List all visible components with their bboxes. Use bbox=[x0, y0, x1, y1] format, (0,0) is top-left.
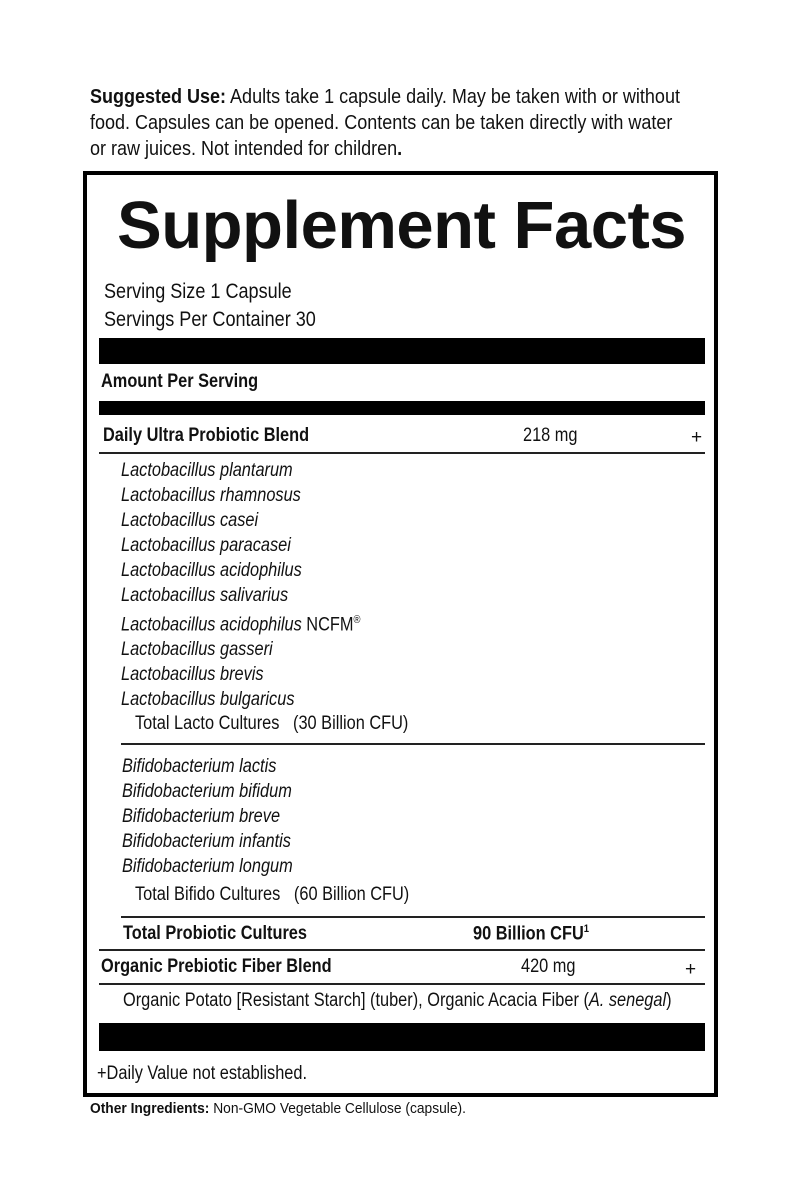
total-probiotic-amount bbox=[473, 923, 608, 945]
bifido-total bbox=[135, 884, 454, 906]
suggested-use-line-2: food. Capsules can be opened. Contents can be taken directly with water bbox=[90, 112, 673, 134]
strain-item bbox=[121, 533, 399, 558]
serving-size bbox=[104, 278, 322, 306]
prebiotic-blend-name-text: Organic Prebiotic Fiber Blend bbox=[101, 956, 332, 977]
probiotic-blend-name-text: Daily Ultra Probiotic Blend bbox=[103, 425, 310, 446]
servings-per-container-text: Servings Per Container 30 bbox=[104, 308, 316, 331]
thick-divider-top bbox=[99, 338, 705, 364]
divider-total-probiotic bbox=[99, 949, 705, 951]
strain-name: Bifidobacterium longum bbox=[122, 856, 293, 877]
suggested-use-line-3 bbox=[90, 136, 666, 162]
strain-item bbox=[122, 779, 321, 804]
probiotic-blend-dv: + bbox=[691, 427, 703, 448]
daily-value-footnote-text bbox=[97, 1063, 307, 1085]
strain-name: Lactobacillus salivarius bbox=[121, 585, 289, 606]
daily-value-footnote bbox=[97, 1063, 341, 1085]
total-probiotic-amount-value: 90 Billion CFU bbox=[473, 923, 584, 945]
total-probiotic-name bbox=[123, 923, 337, 945]
strain-name: Lactobacillus bulgaricus bbox=[121, 689, 295, 711]
strain-item bbox=[121, 483, 399, 508]
servings-per-container bbox=[104, 306, 350, 334]
strain-name: Lactobacillus gasseri bbox=[121, 639, 273, 661]
suggested-use-line-1 bbox=[90, 84, 680, 110]
strain-item bbox=[121, 662, 399, 687]
prebiotic-blend-amount-text: 420 mg bbox=[521, 956, 576, 977]
divider-probiotic bbox=[99, 452, 705, 454]
strain-name: Lactobacillus paracasei bbox=[121, 535, 291, 556]
prebiotic-ingredients bbox=[123, 990, 761, 1012]
strain-name: Lactobacillus plantarum bbox=[121, 460, 293, 481]
other-ingredients-text bbox=[90, 1101, 466, 1117]
serving-size-text: Serving Size 1 Capsule bbox=[104, 280, 292, 303]
bifido-total-text: Total Bifido Cultures (60 Billion CFU) bbox=[135, 884, 410, 905]
strain-name: Lactobacillus brevis bbox=[121, 664, 264, 686]
thick-divider-mid bbox=[99, 401, 705, 415]
prebiotic-ingredients-italic: A. senegal bbox=[588, 990, 667, 1011]
amount-per-serving bbox=[101, 371, 284, 393]
other-ingredients-label: Other Ingredients: bbox=[90, 1101, 210, 1117]
strain-name: Lactobacillus acidophilus bbox=[121, 614, 302, 636]
strain-name: Bifidobacterium infantis bbox=[122, 831, 291, 852]
footnote-symbol: + bbox=[97, 1063, 107, 1084]
total-probiotic-amount-text bbox=[473, 923, 589, 945]
lacto-strain-list bbox=[121, 458, 399, 712]
strain-name: Lactobacillus casei bbox=[121, 510, 259, 531]
suggested-use bbox=[90, 84, 730, 162]
probiotic-blend-name bbox=[103, 425, 343, 447]
prebiotic-blend-amount bbox=[521, 956, 584, 978]
total-probiotic-name-text: Total Probiotic Cultures bbox=[123, 923, 307, 944]
bifido-strain-list bbox=[122, 754, 321, 879]
ncfm-suffix: NCFM bbox=[301, 614, 354, 636]
lacto-total bbox=[135, 713, 453, 735]
registered-mark: ® bbox=[353, 614, 361, 626]
suggested-use-label: Suggested Use: bbox=[90, 86, 227, 108]
divider-prebiotic bbox=[99, 983, 705, 985]
footnote-marker: 1 bbox=[583, 923, 590, 935]
strain-item bbox=[122, 854, 321, 879]
suggested-use-text-1: Adults take 1 capsule daily. May be taken with or without bbox=[226, 86, 680, 108]
lacto-total-text: Total Lacto Cultures (30 Billion CFU) bbox=[135, 713, 409, 734]
probiotic-blend-amount-text: 218 mg bbox=[523, 425, 578, 446]
supplement-facts-panel bbox=[83, 171, 718, 1097]
strain-name: Lactobacillus acidophilus bbox=[121, 560, 302, 581]
suggested-use-text-3: or raw juices. Not intended for children bbox=[90, 138, 398, 160]
other-ingredients bbox=[90, 1101, 486, 1117]
strain-item bbox=[122, 829, 321, 854]
strain-item bbox=[121, 583, 399, 608]
other-ingredients-value: Non-GMO Vegetable Cellulose (capsule). bbox=[209, 1101, 466, 1117]
prebiotic-blend-name bbox=[101, 956, 369, 978]
prebiotic-ingredients-suffix: ) bbox=[666, 990, 672, 1011]
strain-name: Lactobacillus rhamnosus bbox=[121, 485, 301, 506]
divider-lacto bbox=[121, 743, 705, 745]
strain-item bbox=[121, 637, 399, 662]
strain-item bbox=[121, 558, 399, 583]
strain-item bbox=[121, 687, 399, 712]
prebiotic-blend-dv: + bbox=[685, 959, 697, 980]
prebiotic-ingredients-text bbox=[123, 990, 672, 1012]
divider-bifido bbox=[121, 916, 705, 918]
strain-name: Bifidobacterium bifidum bbox=[122, 781, 292, 802]
strain-item bbox=[121, 458, 399, 483]
strain-item bbox=[122, 754, 321, 779]
probiotic-blend-amount bbox=[523, 425, 586, 447]
footnote-text: Daily Value not established. bbox=[106, 1063, 308, 1084]
prebiotic-ingredients-prefix: Organic Potato [Resistant Starch] (tuber), Organic Acacia Fiber ( bbox=[123, 990, 589, 1011]
thick-divider-bottom bbox=[99, 1023, 705, 1051]
strain-item bbox=[121, 508, 399, 533]
strain-name: Bifidobacterium lactis bbox=[122, 756, 277, 777]
suggested-use-period: . bbox=[397, 138, 403, 160]
strain-name-ncfm bbox=[121, 608, 360, 637]
amount-per-serving-text: Amount Per Serving bbox=[101, 371, 259, 392]
strain-item bbox=[121, 608, 399, 637]
strain-item bbox=[122, 804, 321, 829]
panel-title: Supplement Facts bbox=[117, 188, 687, 263]
strain-name: Bifidobacterium breve bbox=[122, 806, 281, 827]
